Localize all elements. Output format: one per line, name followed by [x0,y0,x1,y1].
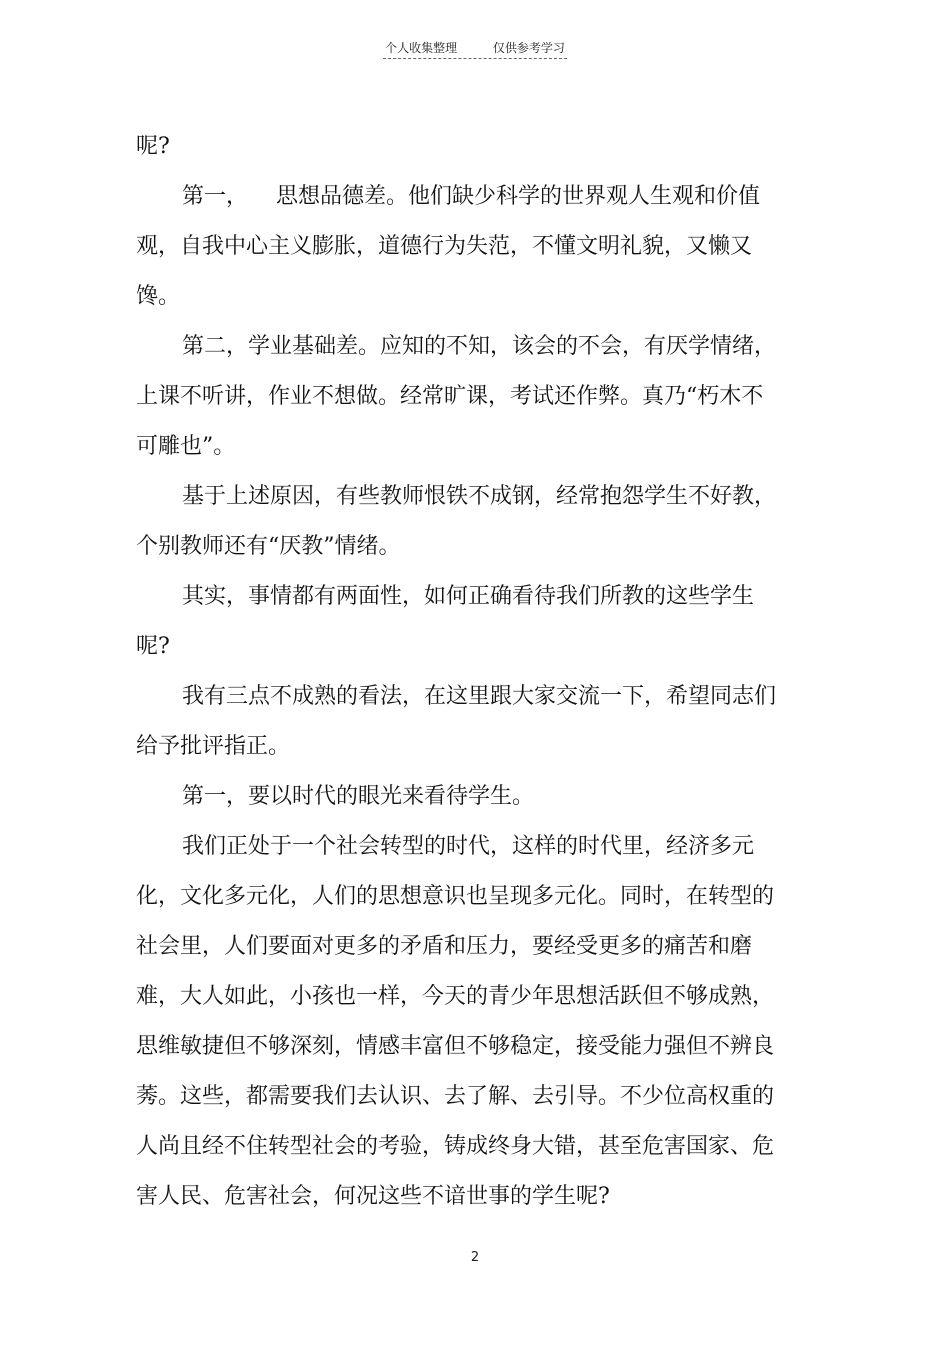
paragraph: 第一， 思想品德差。他们缺少科学的世界观人生观和价值观，自我中心主义膨胀，道德行为失范，不懂文明礼貌，又懒又馋。 [136,184,760,309]
paragraph: 我们正处于一个社会转型的时代，这样的时代里，经济多元化，文化多元化，人们的思想意识也呈现多元化。同时，在转型的社会里，人们要面对更多的矛盾和压力，要经受更多的痛苦和磨难，大人如此，小孩也一样，今天的青少年思想活跃但不够成熟，思维敏捷但不够深刻，情感丰富但不够稳定，接受能力强但不辨良莠。这些，都需要我们去认识、去了解、去引导。不少位高权重的人尚且经不住转型社会的考验，铸成终身大错，甚至危害国家、危害人民、危害社会，何况这些不谙世事的学生呢? [136,834,775,1209]
header-right-text: 仅供参考学习 [492,41,565,55]
paragraph: 其实，事情都有两面性，如何正确看待我们所教的这些学生呢? [136,584,755,659]
paragraph: 第一，要以时代的眼光来看待学生。 [182,784,535,809]
paragraph: 基于上述原因，有些教师恨铁不成钢，经常抱怨学生不好教，个别教师还有“厌教”情绪。 [136,484,777,559]
page-header [0,40,950,59]
paragraph: 呢? [136,134,170,159]
paragraph: 第二，学业基础差。应知的不知，该会的不会，有厌学情绪，上课不听讲，作业不想做。经常旷课，考试还作弊。真乃“朽木不可雕也”。 [136,334,777,459]
header-left-text: 个人收集整理 [385,41,458,55]
page-number: 2 [470,1250,480,1265]
body-text [136,122,776,1222]
paragraph: 我有三点不成熟的看法，在这里跟大家交流一下，希望同志们给予批评指正。 [136,684,777,759]
header-rule [383,40,567,59]
